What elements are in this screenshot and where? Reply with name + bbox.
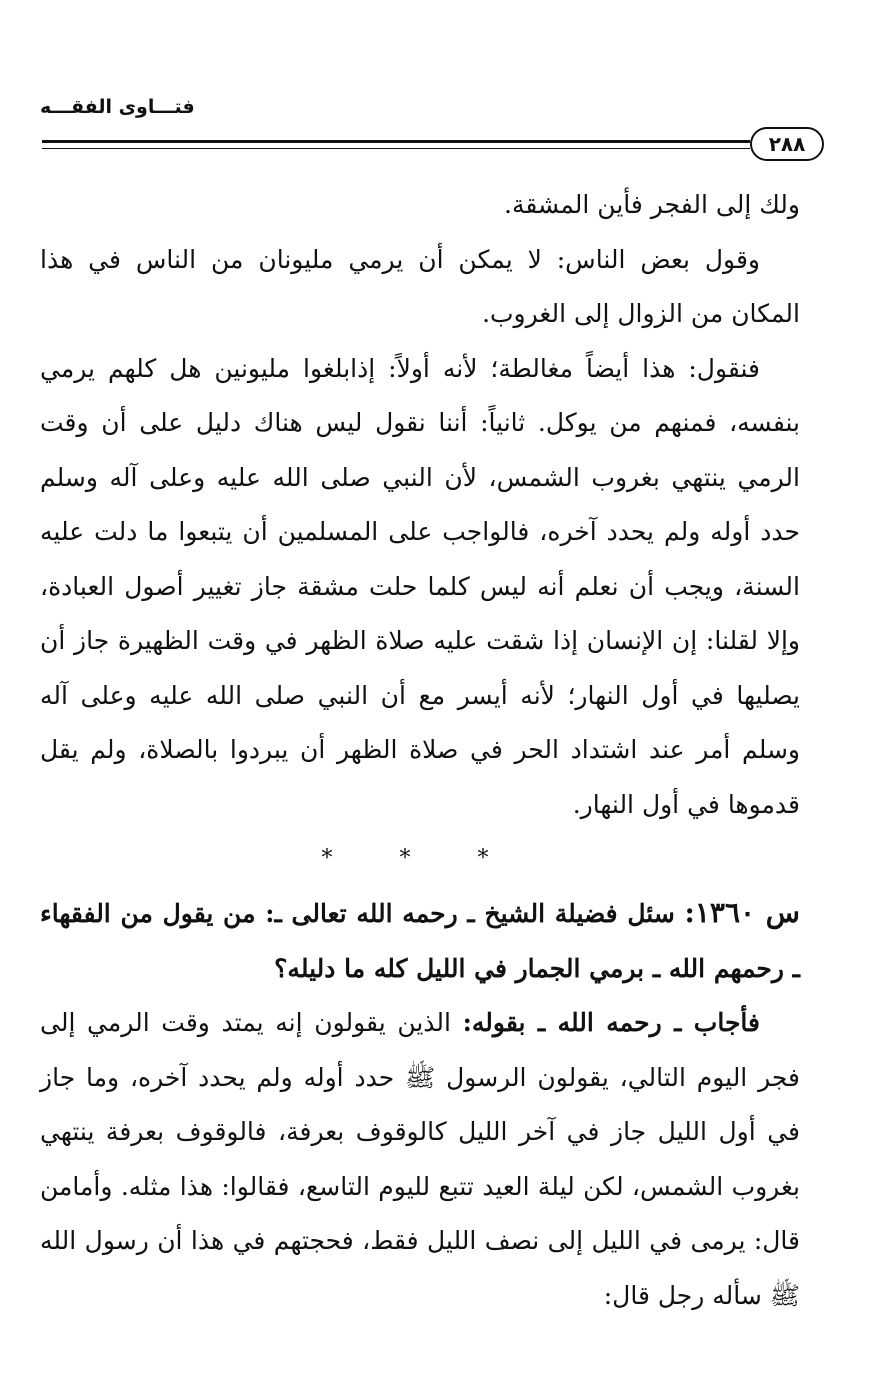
paragraph-3: فنقول: هذا أيضاً مغالطة؛ لأنه أولاً: إذابلغوا مليونين هل كلهم يرمي بنفسه، فمنهم من يوكل. ثانياً: أننا نقول ليس هناك دليل على أن وقت الرمي ينتهي بغروب الشمس، لأن النبي صلى الله عليه وعلى آله وسلم حدد أوله ولم يحدد آخره، فالواجب على المسلمين أن يتبعوا ما دلت عليه السنة، ويجب أن نعلم أنه ليس كلما حلت مشقة جاز تغيير أصول العبادة، وإلا لقلنا: إن الإنسان إذا شقت عليه صلاة الظهر في وقت الظهيرة جاز أن يصليها في أول النهار؛ لأنه أيسر مع أن النبي صلى الله عليه وعلى آله وسلم أمر عند اشتداد الحر في صلاة الظهر أن يبردوا بالصلاة، ولم يقل قدموها في أول النهار. [40, 353, 800, 819]
page-number-badge: ٢٨٨ [750, 127, 824, 161]
answer-text: الذين يقولون إنه يمتد وقت الرمي إلى فجر اليوم التالي، يقولون الرسول ﷺ حدد أوله ولم يحدد آخره، وما جاز في أول الليل جاز في آخر الليل كالوقوف بعرفة، فالوقوف بعرفة ينتهي بغروب الشمس، لكن ليلة العيد تتبع لليوم التاسع، فقالوا: هذا مثله. وأمامن قال: يرمى في الليل إلى نصف الليل فقط، فحجتهم في هذا أن رسول الله ﷺ سأله رجل قال: [40, 1008, 800, 1310]
section-separator: * * * [321, 846, 519, 871]
page-body [40, 178, 800, 1323]
paragraph-1: ولك إلى الفجر فأين المشقة. [504, 190, 800, 219]
running-header-title: فتـــاوى الفقـــه [40, 96, 195, 118]
question-number: س ١٣٦٠: [684, 896, 800, 929]
header-rule-thick [42, 140, 750, 143]
header-rule-thin [42, 148, 750, 149]
answer-paragraph [40, 996, 800, 1323]
answer-label: فأجاب ـ رحمه الله ـ بقوله: [462, 1008, 760, 1037]
question-paragraph [40, 886, 800, 996]
question-text: سئل فضيلة الشيخ ـ رحمه الله تعالى ـ: من يقول من الفقهاء ـ رحمهم الله ـ برمي الجمار في الليل كله ما دليله؟ [40, 899, 800, 983]
paragraph-2: وقول بعض الناس: لا يمكن أن يرمي مليونان من الناس في هذا المكان من الزوال إلى الغروب. [40, 244, 800, 328]
